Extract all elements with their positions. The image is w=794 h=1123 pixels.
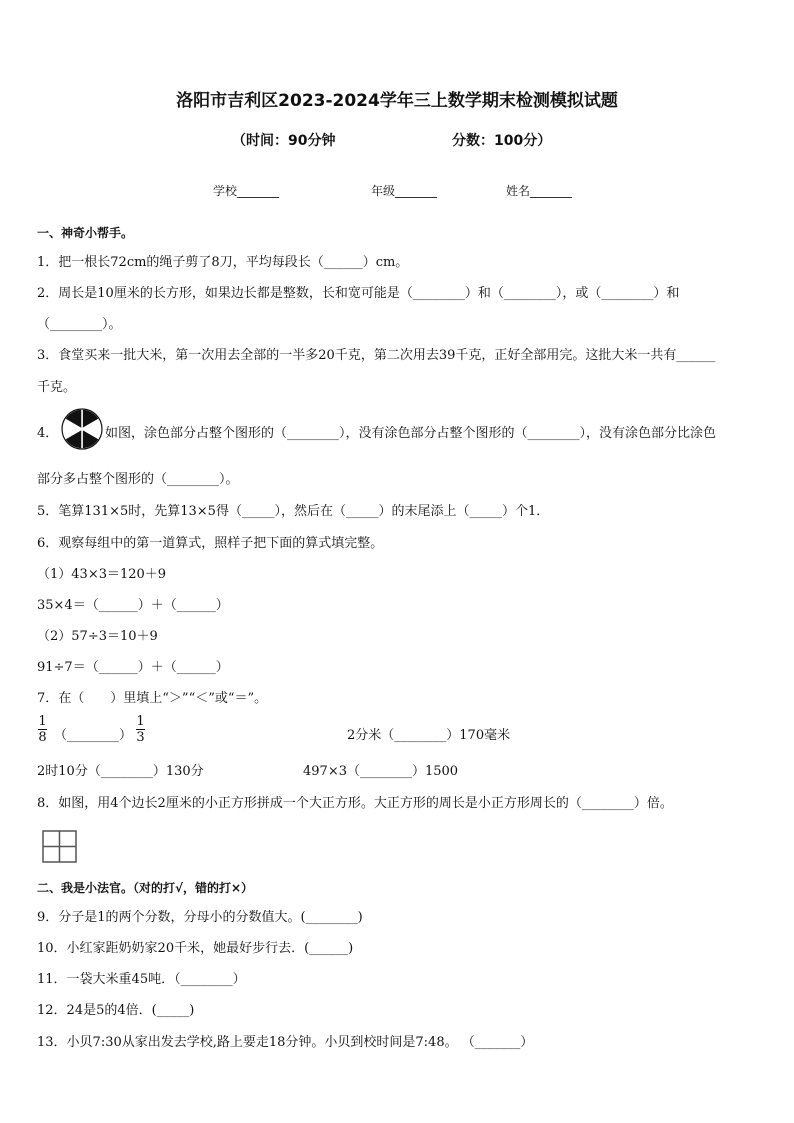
question-6-1-blank: 35×4＝（______）＋（______） xyxy=(37,598,229,613)
fraction-numerator: 1 xyxy=(38,714,47,729)
question-6: 6．观察每组中的第一道算式，照样子把下面的算式填完整。 xyxy=(37,536,384,551)
question-10: 10．小红家距奶奶家20千米，她最好步行去．(______) xyxy=(37,941,354,956)
grade-field[interactable]: 年级_______ xyxy=(371,184,438,198)
section2-heading: 二、我是小法官。（对的打√，错的打×） xyxy=(37,881,254,895)
fraction-one-eighth xyxy=(38,714,47,745)
question-7b: 2分米（________）170毫米 xyxy=(347,728,511,743)
fraction-denominator: 8 xyxy=(38,730,47,745)
question-2-line2: （________）。 xyxy=(37,317,122,332)
fraction-one-third xyxy=(136,714,145,745)
fraction-numerator: 1 xyxy=(136,714,145,729)
exam-score: 分数：100分） xyxy=(452,133,552,149)
section1-heading: 一、神奇小帮手。 xyxy=(37,226,134,240)
question-7c: 2时10分（________）130分 xyxy=(37,764,204,779)
question-5: 5．笔算131×5时，先算13×5得（_____），然后在（_____）的末尾添上（_____）个1． xyxy=(37,504,550,519)
school-field[interactable]: 学校_______ xyxy=(213,184,280,198)
question-2-line1: 2．周长是10厘米的长方形，如果边长都是整数，长和宽可能是（________）和（________），或（________）和 xyxy=(37,286,680,301)
question-6-2-example: （2）57÷3＝10＋9 xyxy=(37,629,158,644)
question-7d: 497×3（________）1500 xyxy=(303,764,459,779)
page-title: 洛阳市吉利区2023-2024学年三上数学期末检测模拟试题 xyxy=(176,91,618,111)
question-4-number: 4． xyxy=(37,426,59,441)
q8-square-grid-figure xyxy=(42,830,78,864)
question-8: 8．如图，用4个边长2厘米的小正方形拼成一个大正方形。大正方形的周长是小正方形周长的（________）倍。 xyxy=(37,796,673,811)
q4-pie-figure xyxy=(60,407,104,451)
question-1: 1．把一根长72cm的绳子剪了8刀，平均每段长（______）cm。 xyxy=(37,255,409,270)
question-6-2-blank: 91÷7＝（______）＋（______） xyxy=(37,660,229,675)
question-3-line1: 3．食堂买来一批大米，第一次用去全部的一半多20千克，第二次用去39千克，正好全部用完。这批大米一共有______ xyxy=(37,348,716,363)
question-11: 11．一袋大米重45吨．（________） xyxy=(37,972,246,987)
question-7: 7．在（ ）里填上“＞”“＜”或“＝”。 xyxy=(37,691,268,706)
question-4-line1: 如图，涂色部分占整个图形的（________），没有涂色部分占整个图形的（________），没有涂色部分比涂色 xyxy=(105,426,717,441)
fraction-denominator: 3 xyxy=(136,730,145,745)
question-4-line2: 部分多占整个图形的（________）。 xyxy=(37,472,239,487)
question-3-line2: 千克。 xyxy=(37,380,77,395)
question-6-1-example: （1）43×3＝120＋9 xyxy=(37,567,167,582)
name-field[interactable]: 姓名_______ xyxy=(506,184,573,198)
exam-time: （时间：90分钟 xyxy=(232,133,336,149)
question-9: 9．分子是1的两个分数，分母小的分数值大。(________) xyxy=(37,910,363,925)
question-13: 13．小贝7:30从家出发去学校,路上要走18分钟。小贝到校时间是7:48。 （_______） xyxy=(37,1035,534,1050)
question-12: 12．24是5的4倍．(_____) xyxy=(37,1003,195,1018)
question-7a-blank: （________） xyxy=(54,728,133,743)
